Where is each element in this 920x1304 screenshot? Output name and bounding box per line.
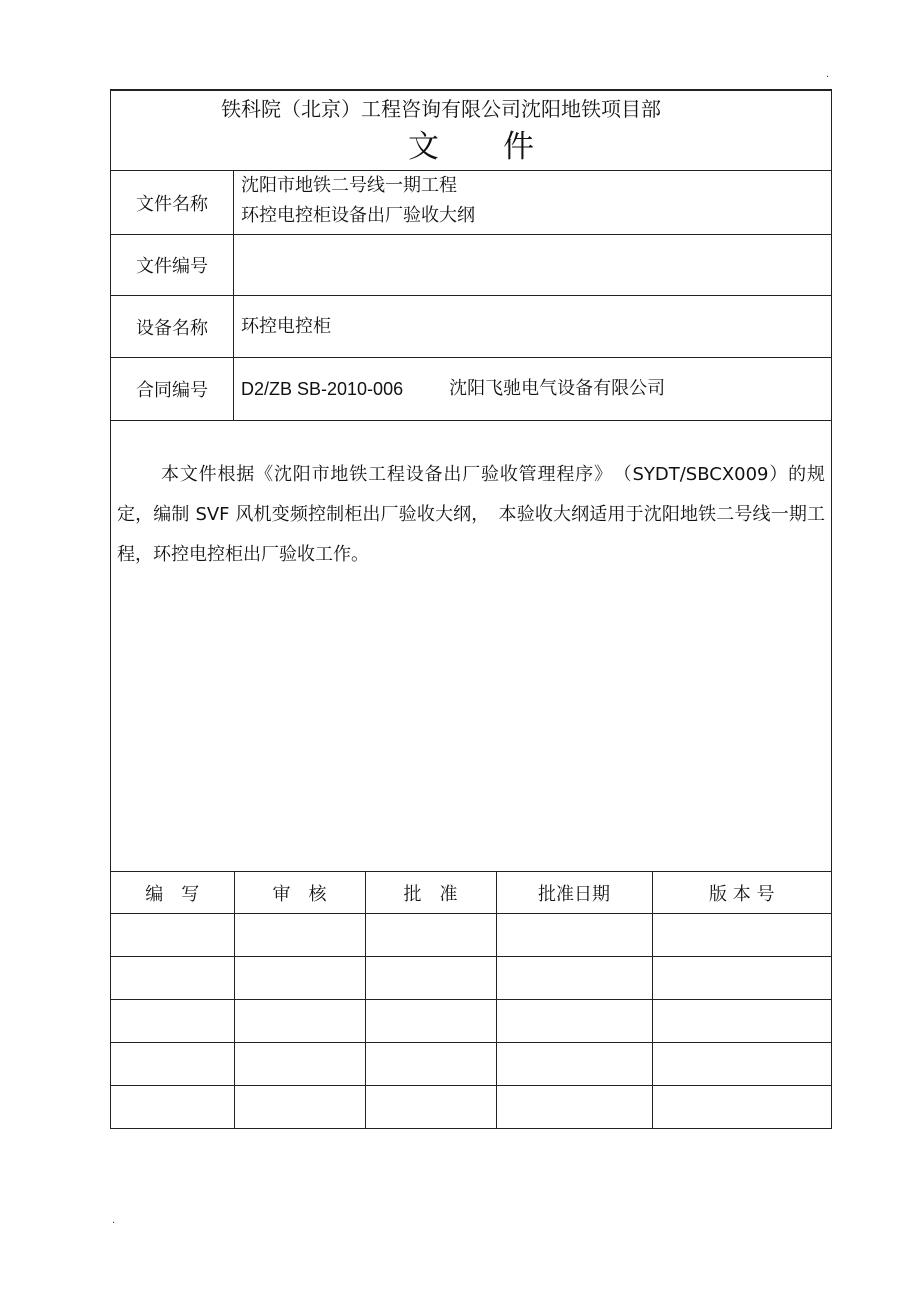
equipment-name-value: 环控电控柜 [241,315,331,337]
document-header [111,91,831,171]
contract-number-row [111,358,831,421]
header-author: 编 写 [111,872,234,914]
signoff-cell[interactable] [652,1000,831,1043]
signoff-row [111,1043,831,1086]
file-name-row [111,171,831,235]
signoff-cell[interactable] [496,957,652,1000]
signoff-cell[interactable] [652,1086,831,1129]
header-reviewer: 审 核 [234,872,365,914]
signoff-cell[interactable] [652,914,831,957]
contractor-company: 沈阳飞驰电气设备有限公司 [449,378,666,399]
body-paragraph: 本文件根据《沈阳市地铁工程设备出厂验收管理程序》 （SYDT/SBCX009）的规定，编制 SVF 风机变频控制柜出厂验收大纲， 本验收大纲适用于沈阳地铁二号线一期工程，环控电控柜出厂验收工作。 [117,464,825,565]
signoff-row [111,957,831,1000]
signoff-cell[interactable] [234,957,365,1000]
signoff-row [111,1000,831,1043]
signoff-cell[interactable] [234,1000,365,1043]
header-approver: 批 准 [365,872,496,914]
corner-mark-top-right: . [826,69,830,80]
document-form [110,89,832,1129]
file-number-row [111,235,831,296]
header-approval-date: 批准日期 [496,872,652,914]
signoff-cell[interactable] [365,1043,496,1086]
signoff-cell[interactable] [111,1000,234,1043]
signoff-cell[interactable] [496,914,652,957]
signoff-cell[interactable] [365,1086,496,1129]
signoff-cell[interactable] [111,1043,234,1086]
signoff-cell[interactable] [234,1086,365,1129]
organization-name: 铁科院（北京）工程咨询有限公司沈阳地铁项目部 [221,97,661,121]
contract-number-value [234,358,831,420]
signoff-cell[interactable] [111,914,234,957]
signoff-cell[interactable] [652,957,831,1000]
signoff-cell[interactable] [365,1000,496,1043]
document-type-title: 文件 [408,129,598,165]
signoff-cell[interactable] [111,1086,234,1129]
signoff-row [111,1086,831,1129]
signoff-cell[interactable] [234,1043,365,1086]
file-number-label: 文件编号 [111,235,234,295]
contract-number-label: 合同编号 [111,358,234,420]
signoff-row [111,914,831,957]
corner-mark-bottom-left: . [112,1215,116,1226]
signoff-cell[interactable] [496,1043,652,1086]
file-name-value [234,171,831,234]
signoff-cell[interactable] [365,914,496,957]
signoff-table [111,872,831,1128]
signoff-cell[interactable] [234,914,365,957]
file-name-line-2: 环控电控柜设备出厂验收大纲 [241,205,475,226]
document-body [111,421,831,872]
file-number-value [234,235,831,295]
header-version: 版 本 号 [652,872,831,914]
signoff-cell[interactable] [111,957,234,1000]
file-name-line-1: 沈阳市地铁二号线一期工程 [241,175,457,196]
contract-code: D2/ZB SB-2010-006 [241,379,404,399]
equipment-name-row [111,296,831,358]
equipment-name-label: 设备名称 [111,296,234,357]
signoff-cell[interactable] [496,1000,652,1043]
file-name-label: 文件名称 [111,171,234,234]
signoff-cell[interactable] [496,1086,652,1129]
signoff-cell[interactable] [652,1043,831,1086]
signoff-cell[interactable] [365,957,496,1000]
signoff-header-row [111,872,831,914]
